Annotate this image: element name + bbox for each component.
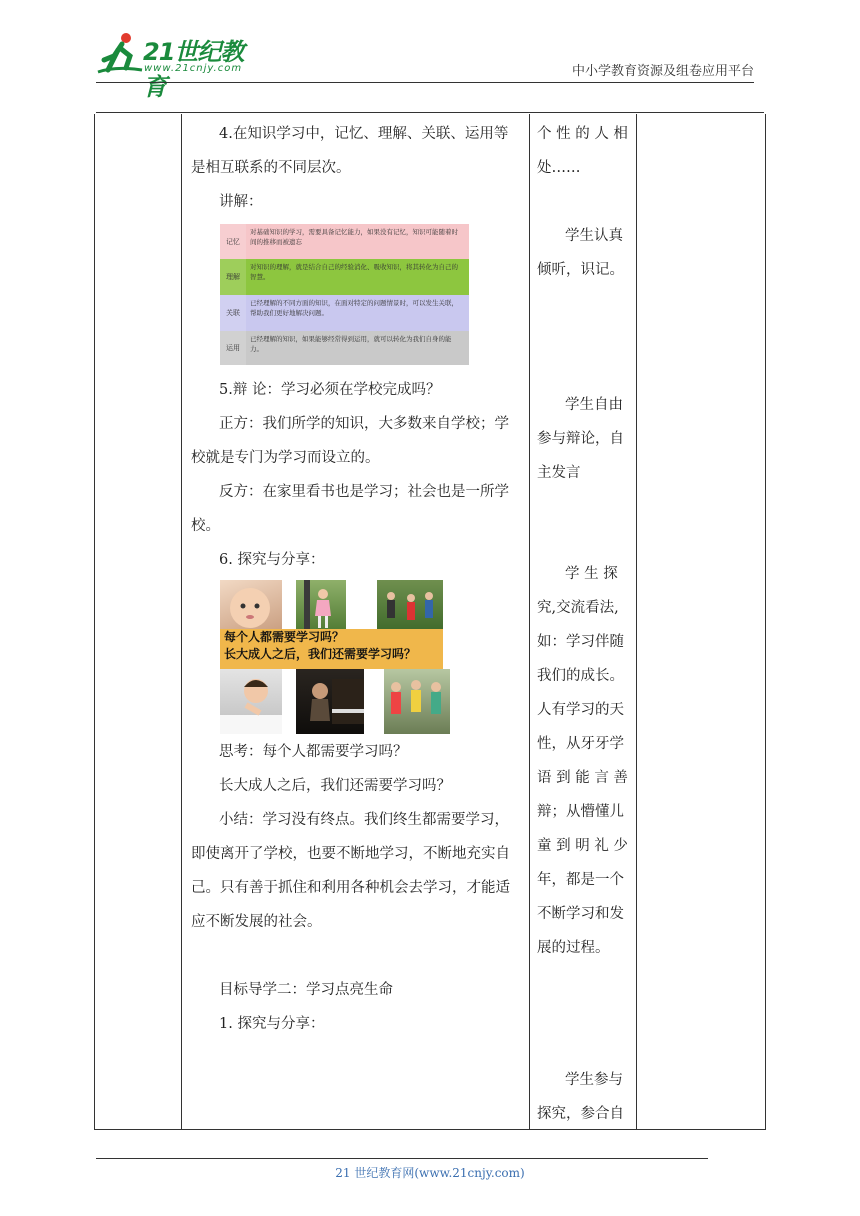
student-text: 不断学习和发 bbox=[537, 906, 624, 922]
child-figure-icon bbox=[296, 580, 346, 632]
student-text: 探究，参合自 bbox=[537, 1106, 624, 1122]
student-text: 语 到 能 言 善 bbox=[537, 770, 628, 786]
lesson-table bbox=[94, 114, 766, 1130]
column-divider bbox=[636, 114, 637, 1129]
con-line2: 校。 bbox=[191, 518, 220, 534]
header-divider bbox=[96, 82, 754, 83]
footer-link[interactable]: 21 世纪教育网(www.21cnjy.com) bbox=[335, 1166, 525, 1180]
student-text: 如：学习伴随 bbox=[537, 634, 624, 650]
skating-kids-photo bbox=[384, 669, 450, 734]
student-text: 辩；从懵懂儿 bbox=[537, 804, 624, 820]
kids-playing-photo bbox=[377, 580, 443, 632]
level-text: 已经理解的知识，如果能够经常得到运用，就可以转化为我们自身的能力。 bbox=[250, 335, 452, 353]
student-text: 学 生 探 bbox=[565, 566, 618, 582]
student-text: 学生认真 bbox=[565, 228, 623, 244]
con-line1: 反方：在家里看书也是学习；社会也是一所学 bbox=[219, 484, 509, 500]
summary-line1: 小结：学习没有终点。我们终生都需要学习， bbox=[219, 812, 509, 828]
site-logo[interactable] bbox=[96, 30, 266, 101]
level-text: 对基础知识的学习，需要具备记忆能力，如果没有记忆，知识可能随着时间的推移而被遗忘 bbox=[250, 228, 458, 246]
level-row-apply bbox=[220, 331, 469, 365]
item-4-line2: 是相互联系的不同层次。 bbox=[191, 160, 351, 176]
student-text: 人有学习的天 bbox=[537, 702, 624, 718]
explore-share-title: 6. 探究与分享： bbox=[219, 552, 325, 568]
student-text: 学生参与 bbox=[565, 1072, 623, 1088]
think-line1: 思考：每个人都需要学习吗？ bbox=[219, 744, 408, 760]
logo-url: www.21cnjy.com bbox=[144, 63, 243, 74]
student-icon bbox=[220, 669, 282, 734]
level-row-connect bbox=[220, 295, 469, 331]
banner-line-2: 长大成人之后，我们还需要学习吗？ bbox=[224, 647, 417, 661]
baby-photo bbox=[220, 580, 282, 632]
student-text: 性，从牙牙学 bbox=[537, 736, 624, 752]
level-row-understand bbox=[220, 259, 469, 295]
pro-line2: 校就是专门为学习而设立的。 bbox=[191, 450, 380, 466]
summary-line2: 即使离开了学校，也要不断地学习，不断地充实自 bbox=[191, 846, 510, 862]
pro-line1: 正方：我们所学的知识，大多数来自学校；学 bbox=[219, 416, 509, 432]
student-text: 展的过程。 bbox=[537, 940, 610, 956]
goal2-item1: 1. 探究与分享： bbox=[219, 1016, 325, 1032]
child-walking-photo bbox=[296, 580, 346, 632]
student-text: 主发言 bbox=[537, 465, 581, 481]
footer-divider bbox=[96, 1158, 708, 1159]
logo-text: 21世纪教育 bbox=[143, 38, 244, 101]
runner-logo-icon bbox=[96, 30, 144, 76]
student-text: 童 到 明 礼 少 bbox=[537, 838, 628, 854]
think-line2: 长大成人之后，我们还需要学习吗？ bbox=[219, 778, 451, 794]
summary-line3: 己。只有善于抓住和利用各种机会去学习，才能适 bbox=[191, 880, 510, 896]
platform-name: 中小学教育资源及组卷应用平台 bbox=[571, 64, 754, 79]
student-text: 参与辩论，自 bbox=[537, 431, 624, 447]
student-text: 倾听，识记。 bbox=[537, 262, 624, 278]
summary-line4: 应不断发展的社会。 bbox=[191, 914, 322, 930]
level-text: 已经理解的不同方面的知识，在面对特定的问题情景时，可以发生关联，帮助我们更好地解决问题。 bbox=[250, 299, 458, 317]
level-label: 理解 bbox=[220, 259, 246, 295]
student-text: 处…… bbox=[537, 160, 581, 176]
level-label: 记忆 bbox=[220, 224, 246, 259]
item-4-line1: 4.在知识学习中，记忆、理解、关联、运用等 bbox=[219, 126, 509, 142]
column-divider bbox=[529, 114, 530, 1129]
student-text: 我们的成长。 bbox=[537, 668, 624, 684]
student-text: 究,交流看法, bbox=[537, 600, 619, 616]
piano-player-icon bbox=[296, 669, 364, 734]
column-divider bbox=[181, 114, 182, 1129]
baby-face-icon bbox=[220, 580, 282, 632]
level-label: 关联 bbox=[220, 295, 246, 331]
learning-photos-figure bbox=[220, 580, 450, 734]
level-row-memory bbox=[220, 224, 469, 259]
learning-levels-figure bbox=[220, 224, 469, 365]
student-studying-photo bbox=[220, 669, 282, 734]
banner-line-1: 每个人都需要学习吗？ bbox=[224, 630, 345, 644]
explain-label: 讲解： bbox=[219, 194, 263, 210]
skating-kids-icon bbox=[384, 669, 450, 734]
piano-photo bbox=[296, 669, 364, 734]
student-text: 年，都是一个 bbox=[537, 872, 624, 888]
table-top-border bbox=[96, 112, 764, 113]
page-header bbox=[0, 0, 860, 100]
student-text: 个 性 的 人 相 bbox=[537, 126, 628, 142]
kids-group-icon bbox=[377, 580, 443, 632]
level-label: 运用 bbox=[220, 331, 246, 365]
student-text: 学生自由 bbox=[565, 397, 623, 413]
level-text: 对知识的理解，就是结合自己的经验消化、吸收知识，将其转化为自己的智慧。 bbox=[250, 263, 458, 281]
debate-title: 5.辩 论：学习必须在学校完成吗？ bbox=[219, 382, 441, 398]
goal2-title: 目标导学二：学习点亮生命 bbox=[219, 982, 393, 998]
question-banner bbox=[220, 629, 443, 669]
